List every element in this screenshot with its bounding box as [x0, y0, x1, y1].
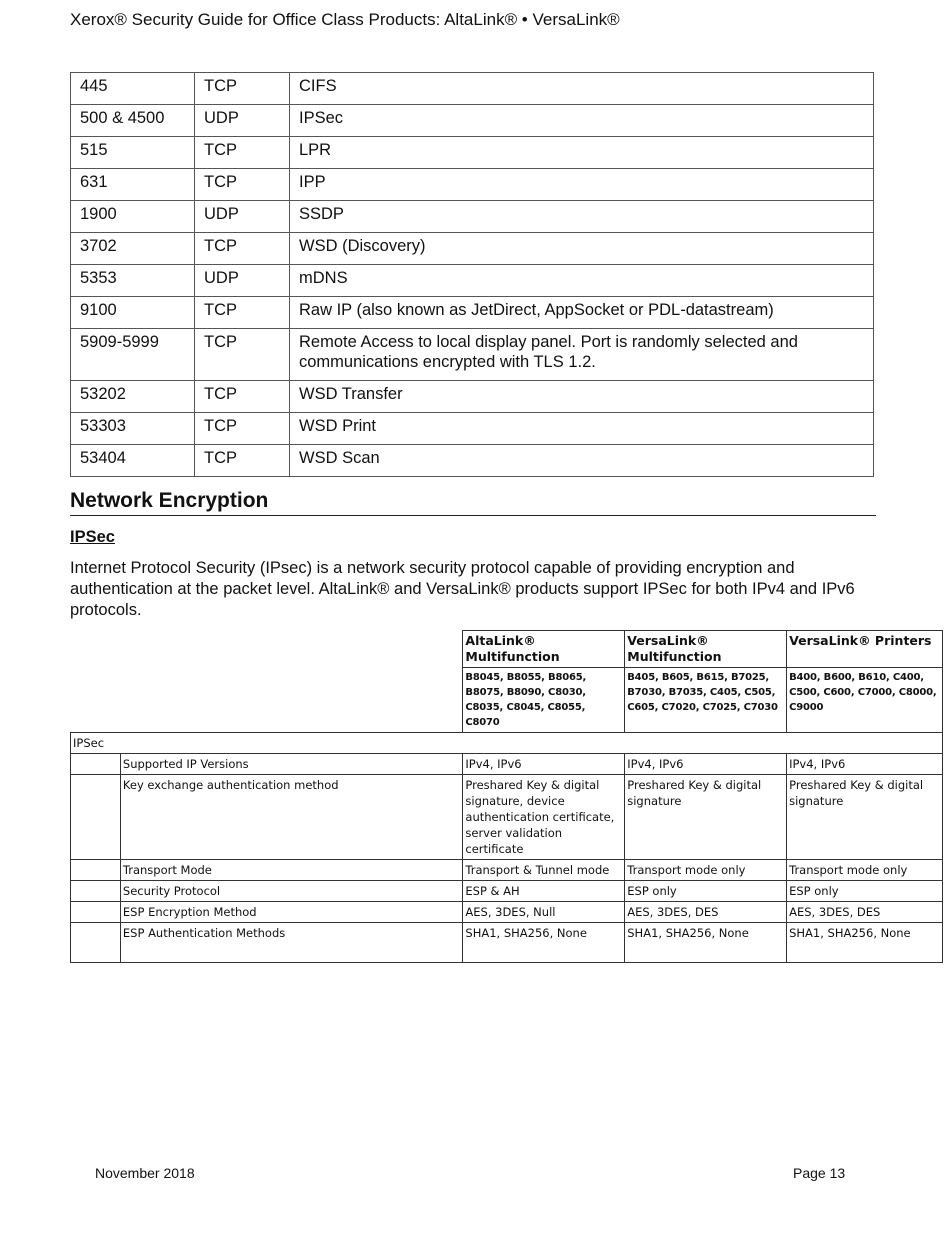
table-row — [71, 329, 874, 381]
protocol-cell: TCP — [195, 137, 290, 169]
body-paragraph: Internet Protocol Security (IPsec) is a network security protocol capable of providing encryption and authentication at the packet level. AltaLink® and VersaLink® products support IPSec for both IPv4 and IPv6 protocols. — [70, 559, 855, 619]
footer-page-number: Page 13 — [793, 1165, 846, 1181]
feature-cell: Transport Mode — [120, 860, 462, 881]
ipsec-table — [70, 630, 943, 963]
port-cell: 5353 — [71, 265, 195, 297]
port-cell: 3702 — [71, 233, 195, 265]
table-row — [71, 265, 874, 297]
protocol-cell: TCP — [195, 445, 290, 477]
table-row — [71, 233, 874, 265]
table-row — [71, 881, 943, 902]
protocol-cell: TCP — [195, 233, 290, 265]
service-cell: WSD Print — [290, 413, 874, 445]
value-cell: IPv4, IPv6 — [625, 754, 787, 775]
empty-cell — [71, 631, 463, 668]
value-cell: SHA1, SHA256, None — [463, 923, 625, 963]
value-cell: ESP & AH — [463, 881, 625, 902]
port-cell: 500 & 4500 — [71, 105, 195, 137]
feature-cell: Key exchange authentication method — [120, 775, 462, 860]
service-cell: IPSec — [290, 105, 874, 137]
group-label: IPSec — [71, 733, 943, 754]
protocol-cell: TCP — [195, 413, 290, 445]
column-header: VersaLink® Multifunction — [625, 631, 787, 668]
indent-cell — [71, 923, 121, 963]
table-row — [71, 754, 943, 775]
port-cell: 9100 — [71, 297, 195, 329]
value-cell: Transport mode only — [625, 860, 787, 881]
model-list: B400, B600, B610, C400, C500, C600, C7000, C8000, C9000 — [787, 668, 943, 733]
table-row — [71, 201, 874, 233]
indent-cell — [71, 775, 121, 860]
column-header: VersaLink® Printers — [787, 631, 943, 668]
indent-cell — [71, 754, 121, 775]
protocol-cell: TCP — [195, 329, 290, 381]
ports-table — [70, 72, 874, 477]
service-cell: WSD (Discovery) — [290, 233, 874, 265]
value-cell: AES, 3DES, Null — [463, 902, 625, 923]
table-row — [71, 902, 943, 923]
service-cell: WSD Transfer — [290, 381, 874, 413]
feature-cell: ESP Authentication Methods — [120, 923, 462, 963]
service-cell: IPP — [290, 169, 874, 201]
protocol-cell: TCP — [195, 169, 290, 201]
table-row — [71, 169, 874, 201]
port-cell: 1900 — [71, 201, 195, 233]
table-row — [71, 297, 874, 329]
empty-cell — [71, 668, 463, 733]
port-cell: 631 — [71, 169, 195, 201]
value-cell: Preshared Key & digital signature, device authentication certificate, server validation certificate — [463, 775, 625, 860]
protocol-cell: TCP — [195, 381, 290, 413]
feature-cell: ESP Encryption Method — [120, 902, 462, 923]
service-cell: mDNS — [290, 265, 874, 297]
protocol-cell: UDP — [195, 201, 290, 233]
table-row — [71, 413, 874, 445]
service-cell: Remote Access to local display panel. Port is randomly selected and communications encrypted with TLS 1.2. — [290, 329, 874, 381]
table-row — [71, 445, 874, 477]
column-header: AltaLink® Multifunction — [463, 631, 625, 668]
section-title: Network Encryption — [70, 489, 876, 516]
port-cell: 515 — [71, 137, 195, 169]
port-cell: 53303 — [71, 413, 195, 445]
value-cell: Preshared Key & digital signature — [787, 775, 943, 860]
models-row — [71, 668, 943, 733]
value-cell: Transport mode only — [787, 860, 943, 881]
table-row — [71, 381, 874, 413]
model-list: B8045, B8055, B8065, B8075, B8090, C8030, C8035, C8045, C8055, C8070 — [463, 668, 625, 733]
service-cell: WSD Scan — [290, 445, 874, 477]
value-cell: AES, 3DES, DES — [787, 902, 943, 923]
service-cell: SSDP — [290, 201, 874, 233]
service-cell: CIFS — [290, 73, 874, 105]
column-header-row — [71, 631, 943, 668]
group-row — [71, 733, 943, 754]
port-cell: 5909-5999 — [71, 329, 195, 381]
feature-cell: Supported IP Versions — [120, 754, 462, 775]
model-list: B405, B605, B615, B7025, B7030, B7035, C405, C505, C605, C7020, C7025, C7030 — [625, 668, 787, 733]
port-cell: 445 — [71, 73, 195, 105]
subsection-title: IPSec — [70, 528, 115, 546]
indent-cell — [71, 860, 121, 881]
value-cell: SHA1, SHA256, None — [787, 923, 943, 963]
value-cell: ESP only — [625, 881, 787, 902]
protocol-cell: TCP — [195, 73, 290, 105]
table-row — [71, 73, 874, 105]
value-cell: AES, 3DES, DES — [625, 902, 787, 923]
indent-cell — [71, 881, 121, 902]
footer-date: November 2018 — [95, 1165, 195, 1181]
value-cell: IPv4, IPv6 — [787, 754, 943, 775]
protocol-cell: UDP — [195, 265, 290, 297]
feature-cell: Security Protocol — [120, 881, 462, 902]
table-row — [71, 775, 943, 860]
service-cell: LPR — [290, 137, 874, 169]
page-header: Xerox® Security Guide for Office Class Products: AltaLink® • VersaLink® — [70, 10, 620, 29]
port-cell: 53202 — [71, 381, 195, 413]
value-cell: Preshared Key & digital signature — [625, 775, 787, 860]
port-cell: 53404 — [71, 445, 195, 477]
service-cell: Raw IP (also known as JetDirect, AppSocket or PDL-datastream) — [290, 297, 874, 329]
table-row — [71, 860, 943, 881]
table-row — [71, 105, 874, 137]
value-cell: SHA1, SHA256, None — [625, 923, 787, 963]
table-row — [71, 923, 943, 963]
value-cell: Transport & Tunnel mode — [463, 860, 625, 881]
value-cell: IPv4, IPv6 — [463, 754, 625, 775]
value-cell: ESP only — [787, 881, 943, 902]
table-row — [71, 137, 874, 169]
protocol-cell: UDP — [195, 105, 290, 137]
protocol-cell: TCP — [195, 297, 290, 329]
indent-cell — [71, 902, 121, 923]
